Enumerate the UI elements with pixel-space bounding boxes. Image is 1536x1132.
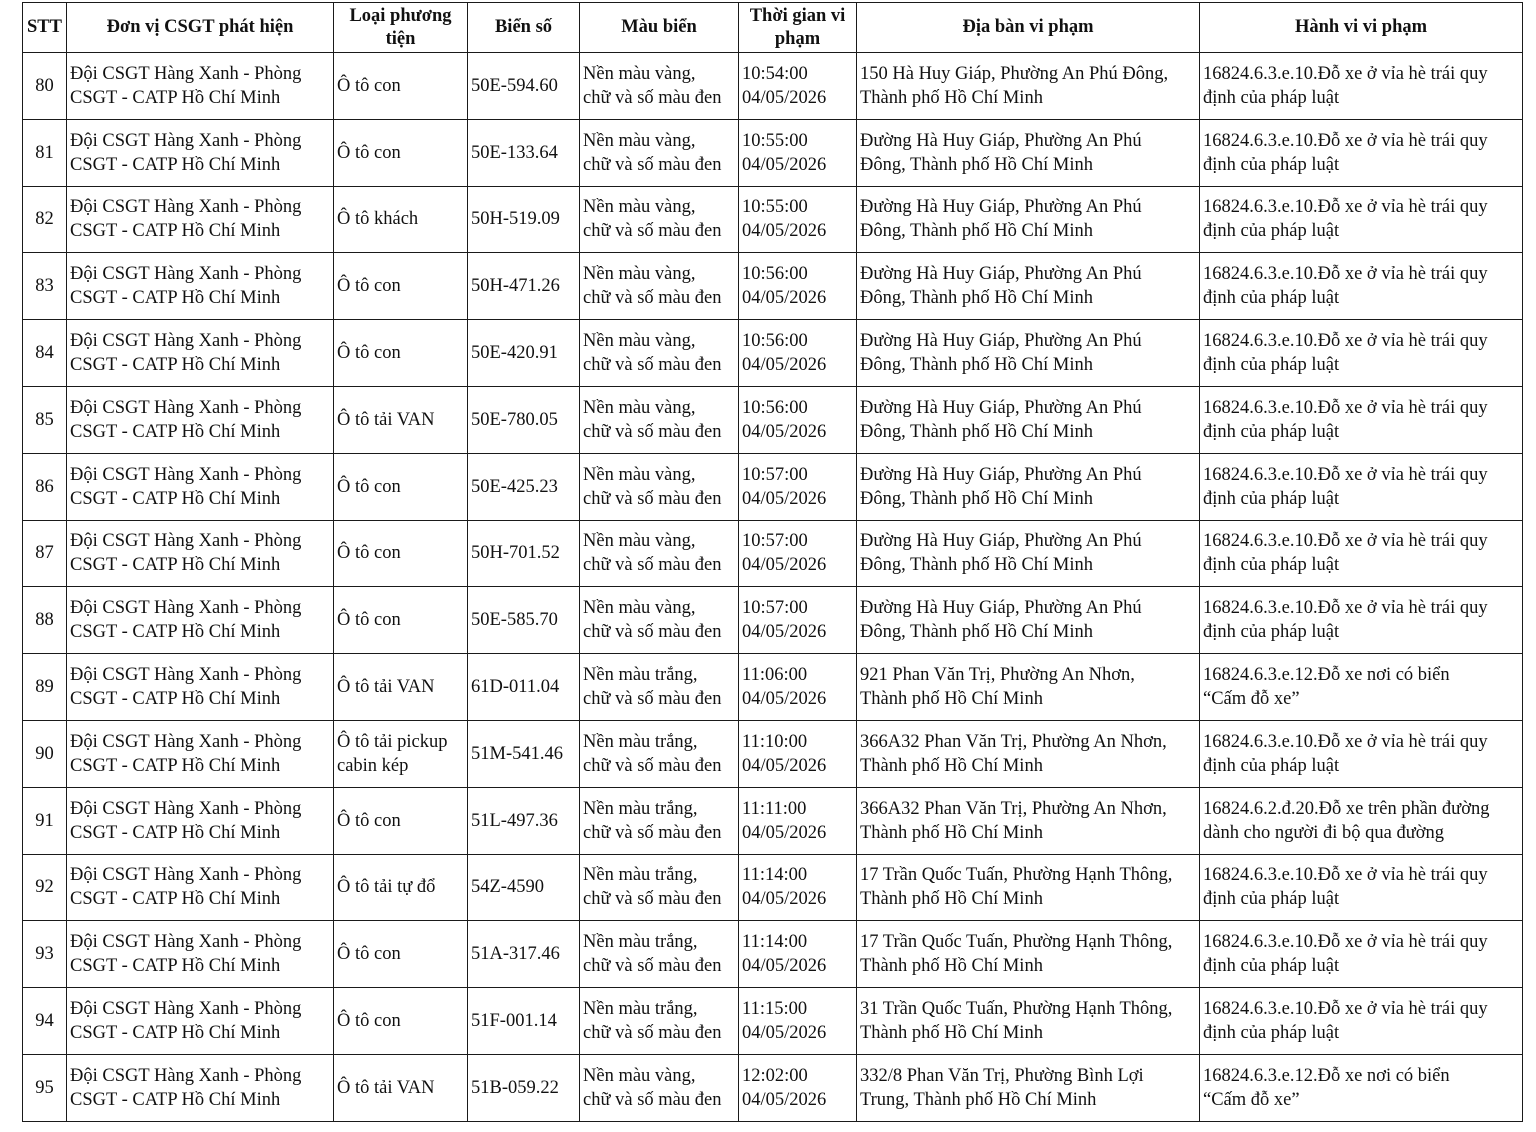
table-row <box>23 921 1523 988</box>
cell-vehicle-type: Ô tô con <box>334 253 468 320</box>
cell-vehicle-type: Ô tô tải VAN <box>334 386 468 453</box>
cell-plate: 50E-594.60 <box>468 53 580 120</box>
cell-time: 10:57:00 04/05/2026 <box>739 587 857 654</box>
cell-plate-color: Nền màu vàng, chữ và số màu đen <box>580 53 739 120</box>
cell-stt: 87 <box>23 520 67 587</box>
cell-vehicle-type: Ô tô con <box>334 587 468 654</box>
cell-vehicle-type: Ô tô tải tự đổ <box>334 854 468 921</box>
cell-stt: 90 <box>23 720 67 787</box>
cell-plate: 50H-471.26 <box>468 253 580 320</box>
cell-plate-color: Nền màu vàng, chữ và số màu đen <box>580 186 739 253</box>
violations-table <box>22 2 1523 1122</box>
cell-plate: 61D-011.04 <box>468 654 580 721</box>
cell-vehicle-type: Ô tô tải pickup cabin kép <box>334 720 468 787</box>
cell-stt: 85 <box>23 386 67 453</box>
cell-plate-color: Nền màu trắng, chữ và số màu đen <box>580 988 739 1055</box>
header-location: Địa bàn vi phạm <box>857 3 1200 53</box>
cell-location: 366A32 Phan Văn Trị, Phường An Nhơn, Thành phố Hồ Chí Minh <box>857 787 1200 854</box>
cell-location: 150 Hà Huy Giáp, Phường An Phú Đông, Thành phố Hồ Chí Minh <box>857 53 1200 120</box>
cell-violation: 16824.6.3.e.12.Đỗ xe nơi có biển “Cấm đỗ xe” <box>1200 1054 1523 1121</box>
cell-stt: 81 <box>23 119 67 186</box>
cell-time: 11:15:00 04/05/2026 <box>739 988 857 1055</box>
cell-plate-color: Nền màu vàng, chữ và số màu đen <box>580 520 739 587</box>
cell-violation: 16824.6.2.đ.20.Đỗ xe trên phần đường dành cho người đi bộ qua đường <box>1200 787 1523 854</box>
cell-vehicle-type: Ô tô tải VAN <box>334 654 468 721</box>
cell-time: 10:55:00 04/05/2026 <box>739 186 857 253</box>
cell-vehicle-type: Ô tô khách <box>334 186 468 253</box>
cell-location: Đường Hà Huy Giáp, Phường An Phú Đông, Thành phố Hồ Chí Minh <box>857 453 1200 520</box>
cell-unit: Đội CSGT Hàng Xanh - Phòng CSGT - CATP Hồ Chí Minh <box>67 854 334 921</box>
cell-stt: 92 <box>23 854 67 921</box>
cell-unit: Đội CSGT Hàng Xanh - Phòng CSGT - CATP Hồ Chí Minh <box>67 654 334 721</box>
table-row <box>23 186 1523 253</box>
cell-violation: 16824.6.3.e.10.Đỗ xe ở vỉa hè trái quy định của pháp luật <box>1200 386 1523 453</box>
cell-plate-color: Nền màu vàng, chữ và số màu đen <box>580 320 739 387</box>
cell-plate: 51B-059.22 <box>468 1054 580 1121</box>
cell-time: 11:10:00 04/05/2026 <box>739 720 857 787</box>
table-body <box>23 53 1523 1122</box>
cell-plate: 54Z-4590 <box>468 854 580 921</box>
cell-time: 11:14:00 04/05/2026 <box>739 854 857 921</box>
cell-plate: 50E-420.91 <box>468 320 580 387</box>
cell-unit: Đội CSGT Hàng Xanh - Phòng CSGT - CATP Hồ Chí Minh <box>67 320 334 387</box>
cell-plate: 51F-001.14 <box>468 988 580 1055</box>
cell-location: 366A32 Phan Văn Trị, Phường An Nhơn, Thành phố Hồ Chí Minh <box>857 720 1200 787</box>
cell-stt: 80 <box>23 53 67 120</box>
cell-plate-color: Nền màu vàng, chữ và số màu đen <box>580 587 739 654</box>
cell-location: 17 Trần Quốc Tuấn, Phường Hạnh Thông, Thành phố Hồ Chí Minh <box>857 921 1200 988</box>
header-plate: Biển số <box>468 3 580 53</box>
cell-plate: 51M-541.46 <box>468 720 580 787</box>
cell-violation: 16824.6.3.e.10.Đỗ xe ở vỉa hè trái quy định của pháp luật <box>1200 854 1523 921</box>
cell-time: 10:54:00 04/05/2026 <box>739 53 857 120</box>
cell-vehicle-type: Ô tô con <box>334 988 468 1055</box>
cell-vehicle-type: Ô tô con <box>334 453 468 520</box>
table-row <box>23 386 1523 453</box>
cell-stt: 95 <box>23 1054 67 1121</box>
cell-violation: 16824.6.3.e.10.Đỗ xe ở vỉa hè trái quy định của pháp luật <box>1200 186 1523 253</box>
cell-violation: 16824.6.3.e.10.Đỗ xe ở vỉa hè trái quy định của pháp luật <box>1200 53 1523 120</box>
table-row <box>23 320 1523 387</box>
cell-plate-color: Nền màu trắng, chữ và số màu đen <box>580 854 739 921</box>
cell-plate-color: Nền màu trắng, chữ và số màu đen <box>580 654 739 721</box>
header-plate-color: Màu biển <box>580 3 739 53</box>
header-stt: STT <box>23 3 67 53</box>
cell-plate: 50E-425.23 <box>468 453 580 520</box>
cell-unit: Đội CSGT Hàng Xanh - Phòng CSGT - CATP Hồ Chí Minh <box>67 1054 334 1121</box>
cell-vehicle-type: Ô tô con <box>334 787 468 854</box>
cell-time: 11:14:00 04/05/2026 <box>739 921 857 988</box>
cell-stt: 94 <box>23 988 67 1055</box>
cell-plate-color: Nền màu vàng, chữ và số màu đen <box>580 1054 739 1121</box>
table-row <box>23 654 1523 721</box>
cell-violation: 16824.6.3.e.10.Đỗ xe ở vỉa hè trái quy định của pháp luật <box>1200 720 1523 787</box>
cell-plate-color: Nền màu vàng, chữ và số màu đen <box>580 253 739 320</box>
cell-violation: 16824.6.3.e.10.Đỗ xe ở vỉa hè trái quy định của pháp luật <box>1200 320 1523 387</box>
cell-location: Đường Hà Huy Giáp, Phường An Phú Đông, Thành phố Hồ Chí Minh <box>857 186 1200 253</box>
cell-vehicle-type: Ô tô tải VAN <box>334 1054 468 1121</box>
cell-violation: 16824.6.3.e.12.Đỗ xe nơi có biển “Cấm đỗ xe” <box>1200 654 1523 721</box>
cell-time: 11:11:00 04/05/2026 <box>739 787 857 854</box>
table-row <box>23 720 1523 787</box>
cell-time: 10:56:00 04/05/2026 <box>739 253 857 320</box>
table-row <box>23 53 1523 120</box>
cell-plate: 51A-317.46 <box>468 921 580 988</box>
cell-location: Đường Hà Huy Giáp, Phường An Phú Đông, Thành phố Hồ Chí Minh <box>857 587 1200 654</box>
table-row <box>23 119 1523 186</box>
cell-unit: Đội CSGT Hàng Xanh - Phòng CSGT - CATP Hồ Chí Minh <box>67 386 334 453</box>
cell-violation: 16824.6.3.e.10.Đỗ xe ở vỉa hè trái quy định của pháp luật <box>1200 587 1523 654</box>
cell-vehicle-type: Ô tô con <box>334 119 468 186</box>
cell-violation: 16824.6.3.e.10.Đỗ xe ở vỉa hè trái quy định của pháp luật <box>1200 253 1523 320</box>
cell-unit: Đội CSGT Hàng Xanh - Phòng CSGT - CATP Hồ Chí Minh <box>67 186 334 253</box>
table-header-row <box>23 3 1523 53</box>
cell-unit: Đội CSGT Hàng Xanh - Phòng CSGT - CATP Hồ Chí Minh <box>67 587 334 654</box>
cell-time: 10:57:00 04/05/2026 <box>739 520 857 587</box>
cell-stt: 88 <box>23 587 67 654</box>
cell-stt: 89 <box>23 654 67 721</box>
cell-unit: Đội CSGT Hàng Xanh - Phòng CSGT - CATP Hồ Chí Minh <box>67 453 334 520</box>
cell-location: 921 Phan Văn Trị, Phường An Nhơn, Thành phố Hồ Chí Minh <box>857 654 1200 721</box>
cell-violation: 16824.6.3.e.10.Đỗ xe ở vỉa hè trái quy định của pháp luật <box>1200 520 1523 587</box>
cell-time: 10:56:00 04/05/2026 <box>739 386 857 453</box>
cell-time: 10:56:00 04/05/2026 <box>739 320 857 387</box>
cell-time: 10:55:00 04/05/2026 <box>739 119 857 186</box>
cell-stt: 82 <box>23 186 67 253</box>
cell-plate: 51L-497.36 <box>468 787 580 854</box>
header-unit: Đơn vị CSGT phát hiện <box>67 3 334 53</box>
cell-plate: 50E-780.05 <box>468 386 580 453</box>
table-row <box>23 1054 1523 1121</box>
cell-location: Đường Hà Huy Giáp, Phường An Phú Đông, Thành phố Hồ Chí Minh <box>857 520 1200 587</box>
cell-unit: Đội CSGT Hàng Xanh - Phòng CSGT - CATP Hồ Chí Minh <box>67 53 334 120</box>
cell-plate: 50H-519.09 <box>468 186 580 253</box>
header-violation: Hành vi vi phạm <box>1200 3 1523 53</box>
table-row <box>23 453 1523 520</box>
cell-time: 11:06:00 04/05/2026 <box>739 654 857 721</box>
cell-stt: 91 <box>23 787 67 854</box>
cell-plate: 50H-701.52 <box>468 520 580 587</box>
cell-vehicle-type: Ô tô con <box>334 520 468 587</box>
cell-location: 17 Trần Quốc Tuấn, Phường Hạnh Thông, Thành phố Hồ Chí Minh <box>857 854 1200 921</box>
cell-violation: 16824.6.3.e.10.Đỗ xe ở vỉa hè trái quy định của pháp luật <box>1200 921 1523 988</box>
cell-unit: Đội CSGT Hàng Xanh - Phòng CSGT - CATP Hồ Chí Minh <box>67 787 334 854</box>
cell-stt: 86 <box>23 453 67 520</box>
cell-location: Đường Hà Huy Giáp, Phường An Phú Đông, Thành phố Hồ Chí Minh <box>857 386 1200 453</box>
cell-unit: Đội CSGT Hàng Xanh - Phòng CSGT - CATP Hồ Chí Minh <box>67 988 334 1055</box>
table-row <box>23 787 1523 854</box>
cell-plate-color: Nền màu vàng, chữ và số màu đen <box>580 386 739 453</box>
cell-plate: 50E-133.64 <box>468 119 580 186</box>
cell-unit: Đội CSGT Hàng Xanh - Phòng CSGT - CATP Hồ Chí Minh <box>67 253 334 320</box>
cell-location: 332/8 Phan Văn Trị, Phường Bình Lợi Trung, Thành phố Hồ Chí Minh <box>857 1054 1200 1121</box>
cell-plate-color: Nền màu vàng, chữ và số màu đen <box>580 453 739 520</box>
cell-location: Đường Hà Huy Giáp, Phường An Phú Đông, Thành phố Hồ Chí Minh <box>857 119 1200 186</box>
cell-time: 10:57:00 04/05/2026 <box>739 453 857 520</box>
table-row <box>23 253 1523 320</box>
cell-stt: 84 <box>23 320 67 387</box>
cell-plate-color: Nền màu trắng, chữ và số màu đen <box>580 787 739 854</box>
cell-violation: 16824.6.3.e.10.Đỗ xe ở vỉa hè trái quy định của pháp luật <box>1200 988 1523 1055</box>
cell-vehicle-type: Ô tô con <box>334 53 468 120</box>
cell-location: Đường Hà Huy Giáp, Phường An Phú Đông, Thành phố Hồ Chí Minh <box>857 320 1200 387</box>
cell-plate-color: Nền màu vàng, chữ và số màu đen <box>580 119 739 186</box>
cell-plate-color: Nền màu trắng, chữ và số màu đen <box>580 921 739 988</box>
cell-stt: 83 <box>23 253 67 320</box>
header-vehicle-type: Loại phương tiện <box>334 3 468 53</box>
table-row <box>23 587 1523 654</box>
cell-unit: Đội CSGT Hàng Xanh - Phòng CSGT - CATP Hồ Chí Minh <box>67 921 334 988</box>
cell-time: 12:02:00 04/05/2026 <box>739 1054 857 1121</box>
cell-stt: 93 <box>23 921 67 988</box>
cell-unit: Đội CSGT Hàng Xanh - Phòng CSGT - CATP Hồ Chí Minh <box>67 520 334 587</box>
cell-unit: Đội CSGT Hàng Xanh - Phòng CSGT - CATP Hồ Chí Minh <box>67 119 334 186</box>
table-row <box>23 854 1523 921</box>
cell-location: 31 Trần Quốc Tuấn, Phường Hạnh Thông, Thành phố Hồ Chí Minh <box>857 988 1200 1055</box>
cell-location: Đường Hà Huy Giáp, Phường An Phú Đông, Thành phố Hồ Chí Minh <box>857 253 1200 320</box>
cell-vehicle-type: Ô tô con <box>334 921 468 988</box>
header-time: Thời gian vi phạm <box>739 3 857 53</box>
cell-unit: Đội CSGT Hàng Xanh - Phòng CSGT - CATP Hồ Chí Minh <box>67 720 334 787</box>
cell-plate: 50E-585.70 <box>468 587 580 654</box>
cell-violation: 16824.6.3.e.10.Đỗ xe ở vỉa hè trái quy định của pháp luật <box>1200 119 1523 186</box>
cell-vehicle-type: Ô tô con <box>334 320 468 387</box>
cell-plate-color: Nền màu trắng, chữ và số màu đen <box>580 720 739 787</box>
table-row <box>23 520 1523 587</box>
table-row <box>23 988 1523 1055</box>
cell-violation: 16824.6.3.e.10.Đỗ xe ở vỉa hè trái quy định của pháp luật <box>1200 453 1523 520</box>
